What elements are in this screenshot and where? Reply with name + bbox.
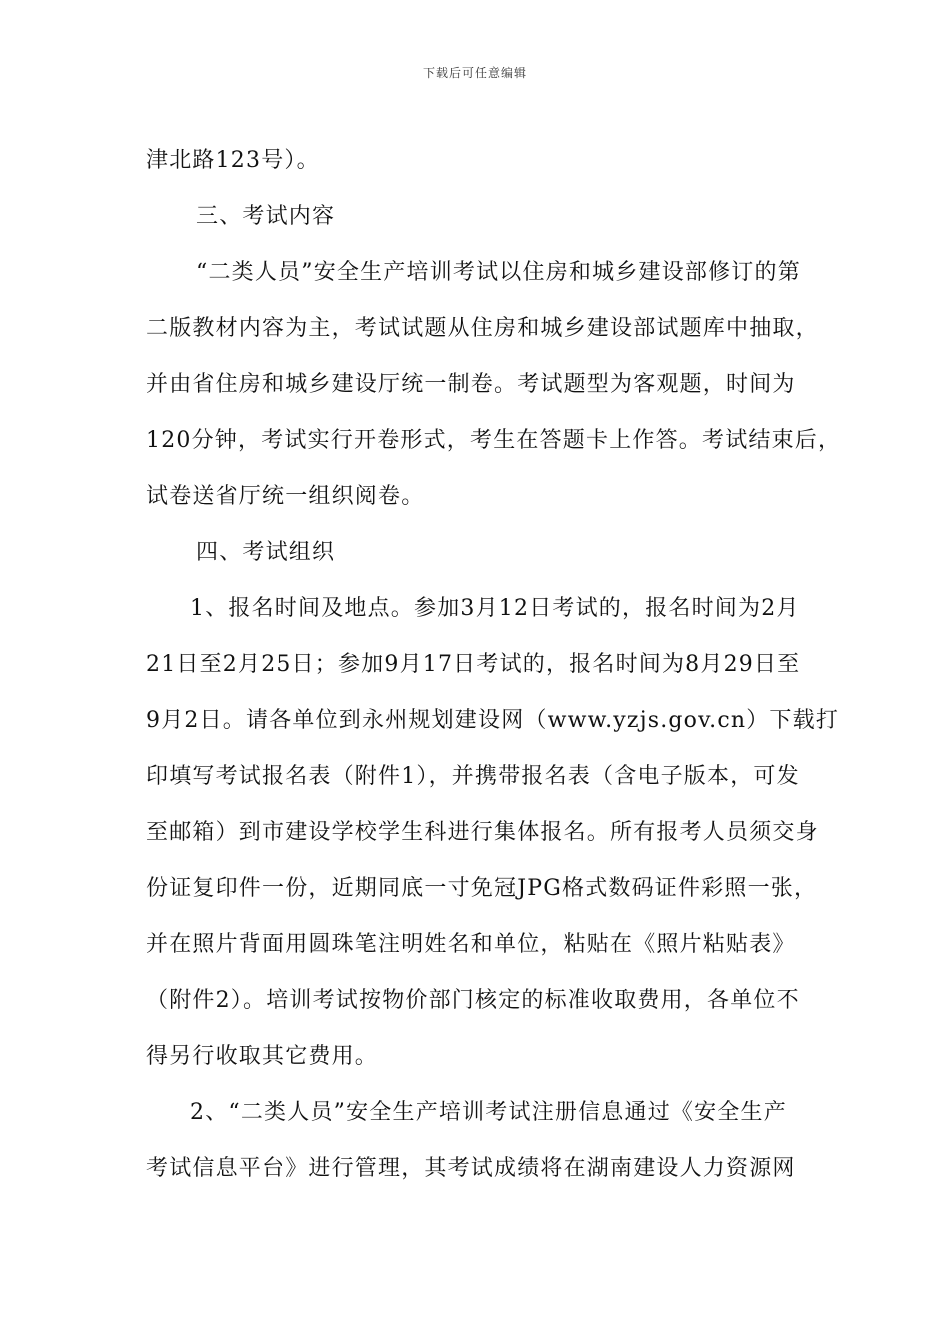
text-line: “二类人员”安全生产培训考试以住房和城乡建设部修订的第 xyxy=(196,260,801,285)
text-line: 印填写考试报名表（附件1），并携带报名表（含电子版本，可发 xyxy=(146,764,800,789)
text-line: 津北路123号）。 xyxy=(146,148,320,173)
text-line: 并由省住房和城乡建设厅统一制卷。考试题型为客观题，时间为 xyxy=(146,372,796,397)
section-heading-exam-organization: 四、考试组织 xyxy=(196,540,336,565)
section-heading-exam-content: 三、考试内容 xyxy=(196,204,336,229)
text-line: （附件2）。培训考试按物价部门核定的标准收取费用，各单位不 xyxy=(146,988,800,1013)
text-line: 考试信息平台》进行管理，其考试成绩将在湖南建设人力资源网 xyxy=(146,1156,796,1181)
text-line: 份证复印件一份，近期同底一寸免冠JPG格式数码证件彩照一张， xyxy=(146,876,818,901)
text-line: 2、“二类人员”安全生产培训考试注册信息通过《安全生产 xyxy=(190,1100,787,1125)
text-line: 至邮箱）到市建设学校学生科进行集体报名。所有报考人员须交身 xyxy=(146,820,819,845)
text-line: 120分钟，考试实行开卷形式，考生在答题卡上作答。考试结束后， xyxy=(146,428,842,453)
page-header: 下载后可任意编辑 xyxy=(422,66,527,80)
text-line: 并在照片背面用圆珠笔注明姓名和单位，粘贴在《照片粘贴表》 xyxy=(146,932,796,957)
text-line: 1、报名时间及地点。参加3月12日考试的，报名时间为2月 xyxy=(190,596,800,621)
document-body xyxy=(146,138,842,1202)
text-line: 得另行收取其它费用。 xyxy=(146,1044,379,1069)
text-line: 21日至2月25日；参加9月17日考试的，报名时间为8月29日至 xyxy=(146,652,801,677)
text-line: 9月2日。请各单位到永州规划建设网（www.yzjs.gov.cn）下载打 xyxy=(146,708,840,733)
text-line: 试卷送省厅统一组织阅卷。 xyxy=(146,484,425,509)
text-line: 二版教材内容为主，考试试题从住房和城乡建设部试题库中抽取， xyxy=(146,316,819,341)
